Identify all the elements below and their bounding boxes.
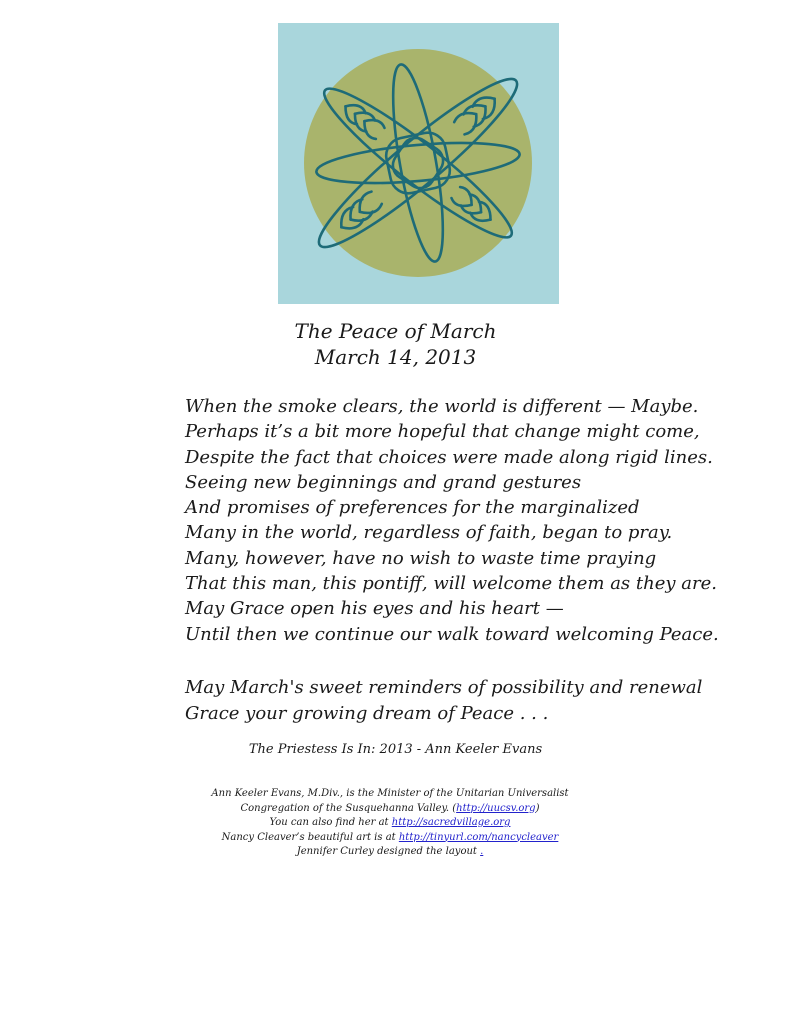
poem-line: Until then we continue our walk toward welcoming Peace.	[185, 623, 719, 645]
poem-body	[185, 394, 775, 647]
layout-link[interactable]: .	[480, 846, 484, 857]
closing-line: Grace your growing dream of Peace . . .	[185, 702, 549, 724]
sacredvillage-link[interactable]: http://sacredvillage.org	[391, 817, 511, 828]
poem-line: Many in the world, regardless of faith, began to pray.	[185, 522, 673, 544]
credit-line-minister: Ann Keeler Evans, M.Div., is the Minister of the Unitarian Universalist	[211, 788, 569, 799]
poem-line: Perhaps it’s a bit more hopeful that change might come,	[185, 421, 700, 443]
uucsv-link[interactable]: http://uucsv.org	[456, 802, 536, 814]
credit-line-congregation	[190, 802, 590, 817]
closing-line: May March's sweet reminders of possibility and renewal	[185, 677, 703, 698]
page-title: The Peace of March	[294, 319, 497, 343]
credit-text: Congregation of the Susquehanna Valley. (	[240, 802, 457, 814]
poem-closing	[185, 675, 775, 726]
attribution: The Priestess Is In: 2013 - Ann Keeler Evans	[248, 742, 543, 757]
poem-line: Seeing new beginnings and grand gestures	[185, 471, 582, 493]
credit-line-art	[190, 831, 590, 846]
poem-line: That this man, this pontiff, will welcome them as they are.	[185, 573, 717, 595]
poem-line: Despite the fact that choices were made along rigid lines.	[185, 446, 713, 468]
credit-text: You can also find her at	[269, 817, 392, 828]
celtic-knot-wheat-mandala-icon	[278, 23, 559, 304]
credit-text: )	[535, 802, 540, 814]
credits-block	[190, 787, 590, 860]
page-date: March 14, 2013	[314, 345, 477, 369]
poem-line: When the smoke clears, the world is different — Maybe.	[185, 396, 699, 417]
poem-line: And promises of preferences for the marginalized	[185, 497, 640, 519]
credit-text: Jennifer Curley designed the layout	[296, 846, 481, 857]
nancycleaver-link[interactable]: http://tinyurl.com/nancycleaver	[398, 831, 559, 843]
title-block	[0, 318, 791, 370]
credit-line-layout	[190, 845, 590, 860]
poem-line: May Grace open his eyes and his heart —	[185, 598, 564, 620]
artwork	[278, 23, 559, 304]
credit-line-sacredvillage	[190, 816, 590, 831]
poem-line: Many, however, have no wish to waste time praying	[185, 547, 657, 569]
credit-text: Nancy Cleaver’s beautiful art is at	[221, 831, 399, 843]
